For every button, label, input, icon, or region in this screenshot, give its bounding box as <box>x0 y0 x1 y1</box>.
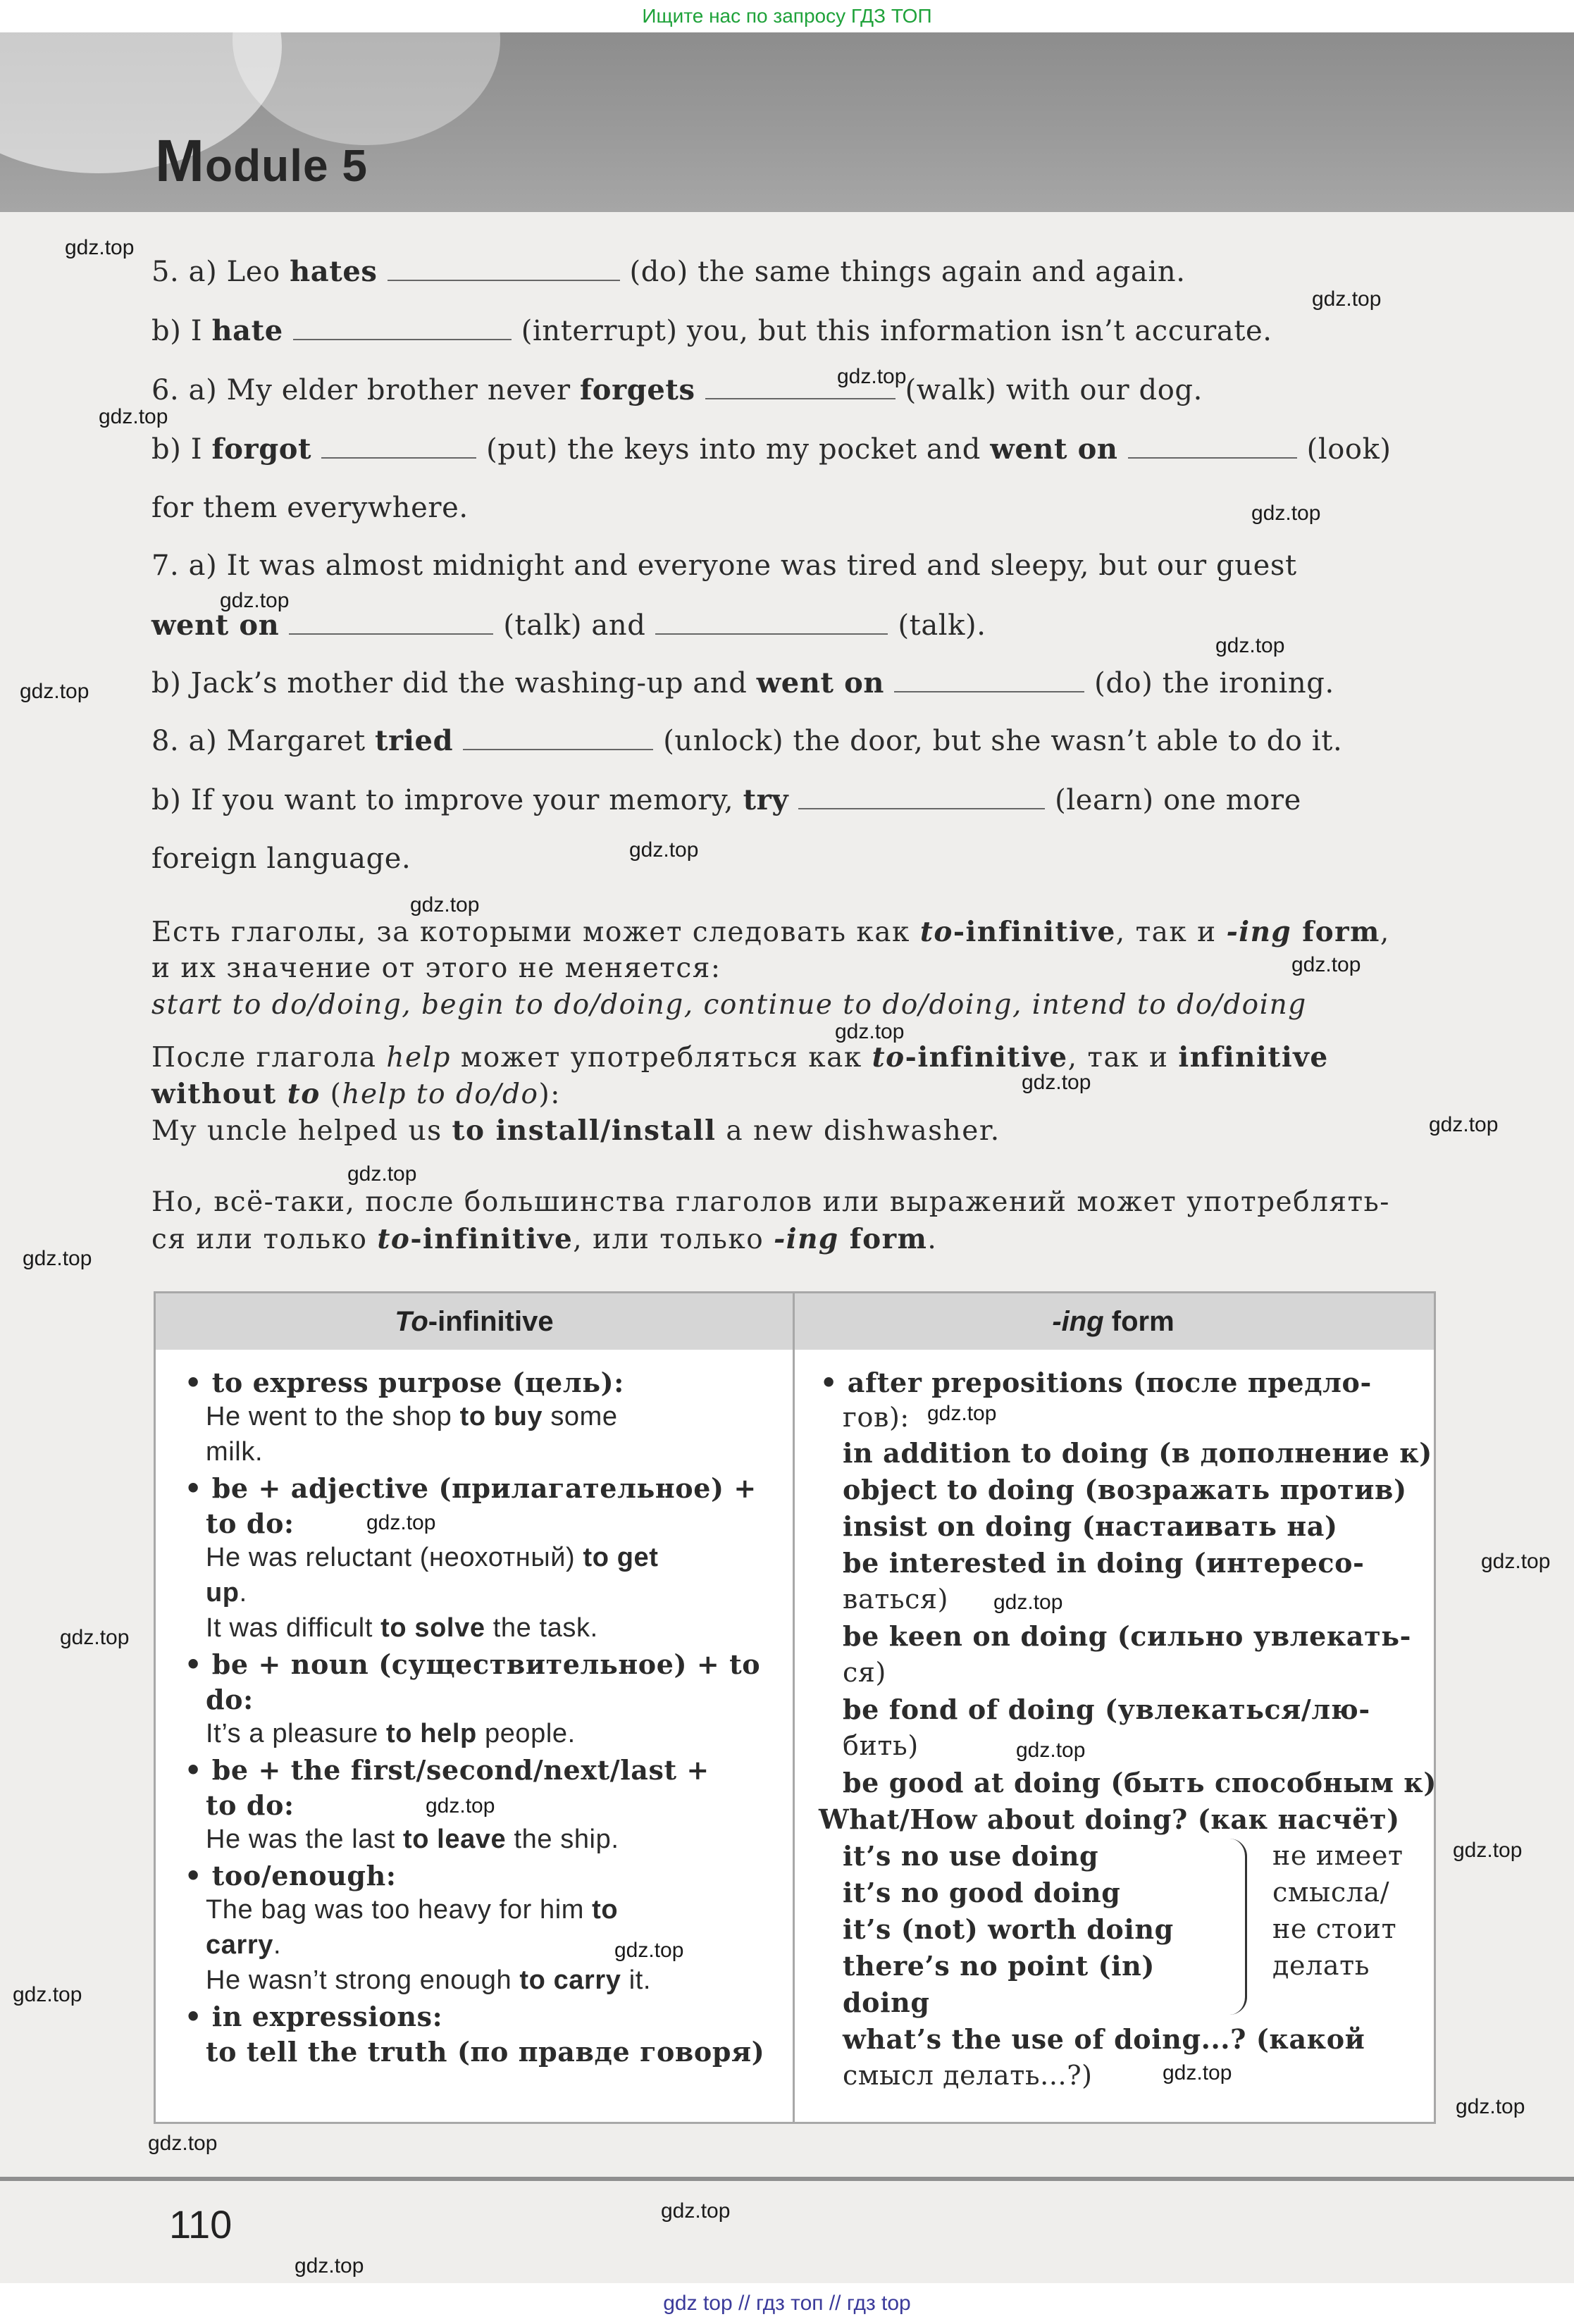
table-row: • be + the first/second/next/last + <box>185 1754 709 1786</box>
rule-line: Но, всё-таки, после большинства глаголов или выражений может употреблять- <box>151 1186 1390 1218</box>
table-row: What/How about doing? (как насчёт) <box>819 1803 1400 1835</box>
table-row: гов): <box>843 1402 910 1433</box>
table-header-to-infinitive: To-infinitive <box>156 1293 793 1350</box>
table-row: it’s no good doing <box>843 1877 1121 1908</box>
watermark: gdz.top <box>1291 953 1361 976</box>
table-row: insist on doing (настаивать на) <box>843 1510 1338 1542</box>
table-row: to do: <box>206 1789 295 1821</box>
watermark: gdz.top <box>347 1162 417 1186</box>
watermark: gdz.top <box>65 236 135 259</box>
watermark: gdz.top <box>837 365 907 388</box>
table-row: It was difficult to solve the task. <box>206 1613 598 1643</box>
rule-line: without to (help to do/do): <box>151 1078 561 1110</box>
table-row: to do: <box>206 1508 295 1539</box>
rule-line: Есть глаголы, за которыми может следовать как to-infinitive, так и -ing form, <box>151 916 1390 948</box>
exercise-line: 5. a) Leo hates (do) the same things again and again. <box>151 255 1186 288</box>
table-row: • after prepositions (после предло- <box>820 1367 1372 1398</box>
answer-blank[interactable] <box>289 625 493 635</box>
watermark: gdz.top <box>1312 287 1382 311</box>
rule-example: My uncle helped us to install/install a new dishwasher. <box>151 1114 1000 1147</box>
table-divider <box>793 1293 795 2122</box>
exercise-line: b) I forgot (put) the keys into my pocket and went on (look) <box>151 433 1392 466</box>
table-row: there’s no point (in) <box>843 1950 1155 1982</box>
rule-line: ся или только to-infinitive, или только -ing form. <box>151 1223 938 1255</box>
bottom-divider <box>0 2177 1574 2181</box>
watermark: gdz.top <box>410 893 480 916</box>
table-row: it’s (not) worth doing <box>843 1913 1174 1945</box>
table-row: up. <box>206 1578 247 1608</box>
watermark: gdz.top <box>99 405 168 428</box>
exercise-line: 7. a) It was almost midnight and everyone was tired and sleepy, but our guest <box>151 549 1297 582</box>
table-row: be fond of doing (увлекаться/лю- <box>843 1694 1370 1725</box>
table-row: • to express purpose (цель): <box>185 1367 624 1398</box>
table-row: in addition to doing (в дополнение к) <box>843 1437 1432 1469</box>
footer-text: gdz top // гдз топ // гдз top <box>663 2292 911 2315</box>
module-title: Module 5 <box>155 128 368 194</box>
grouping-brace <box>1229 1839 1247 2015</box>
table-header-ing-form: -ing form <box>793 1293 1434 1350</box>
watermark: gdz.top <box>426 1794 495 1817</box>
table-row: бить) <box>843 1730 919 1761</box>
answer-blank[interactable] <box>463 740 653 750</box>
exercise-line: b) If you want to improve your memory, try (learn) one more <box>151 783 1301 816</box>
exercise-line: for them everywhere. <box>151 492 469 524</box>
top-banner <box>0 0 1574 32</box>
table-row: be good at doing (быть способным к) <box>843 1767 1437 1798</box>
table-row: It’s a pleasure to help people. <box>206 1719 576 1748</box>
answer-blank[interactable] <box>321 449 476 459</box>
table-row: ся) <box>843 1657 886 1688</box>
table-row: be keen on doing (сильно увлекать- <box>843 1620 1412 1652</box>
watermark: gdz.top <box>1456 2095 1525 2118</box>
footer-banner <box>0 2283 1574 2324</box>
watermark: gdz.top <box>661 2199 731 2223</box>
table-row: He was reluctant (неохотный) to get <box>206 1543 659 1572</box>
watermark: gdz.top <box>1163 2061 1232 2084</box>
watermark: gdz.top <box>366 1511 436 1534</box>
table-row: to tell the truth (по правде говоря) <box>206 2036 765 2068</box>
table-row: He was the last to leave the ship. <box>206 1825 619 1854</box>
table-row: doing <box>843 1987 930 2018</box>
table-row: • in expressions: <box>185 2001 443 2032</box>
answer-blank[interactable] <box>388 271 620 281</box>
watermark: gdz.top <box>23 1247 92 1270</box>
exercise-line: b) Jack’s mother did the washing-up and went on (do) the ironing. <box>151 666 1334 700</box>
watermark: gdz.top <box>614 1939 684 1962</box>
answer-blank[interactable] <box>894 683 1084 692</box>
answer-blank[interactable] <box>798 800 1045 809</box>
table-row: The bag was too heavy for him to <box>206 1895 619 1925</box>
watermark: gdz.top <box>20 680 89 703</box>
table-row: it’s no use doing <box>843 1840 1099 1872</box>
table-row: carry. <box>206 1930 282 1960</box>
watermark: gdz.top <box>629 838 699 862</box>
exercise-line: 6. a) My elder brother never forgets (walk) with our dog. <box>151 373 1203 406</box>
rule-line: и их значение от этого не меняется: <box>151 952 721 984</box>
table-row: смысл делать...?) <box>843 2060 1093 2091</box>
answer-blank[interactable] <box>655 625 888 635</box>
exercise-line: b) I hate (interrupt) you, but this information isn’t accurate. <box>151 314 1272 347</box>
watermark: gdz.top <box>1429 1113 1499 1136</box>
table-row: what’s the use of doing...? (какой <box>843 2023 1365 2055</box>
table-row: do: <box>206 1684 254 1715</box>
watermark: gdz.top <box>295 2254 364 2278</box>
table-row: milk. <box>206 1437 264 1467</box>
top-banner-text: Ищите нас по запросу ГДЗ ТОП <box>642 5 932 27</box>
watermark: gdz.top <box>927 1402 997 1425</box>
table-row: ваться) <box>843 1584 949 1615</box>
watermark: gdz.top <box>220 589 290 612</box>
rule-line: После глагола help может употребляться как to-infinitive, так и infinitive <box>151 1041 1329 1074</box>
table-row: • too/enough: <box>185 1860 397 1891</box>
table-row: • be + noun (существительное) + to <box>185 1648 761 1680</box>
table-row: • be + adjective (прилагательное) + <box>185 1472 757 1504</box>
watermark: gdz.top <box>835 1020 905 1043</box>
watermark: gdz.top <box>1453 1839 1523 1862</box>
rule-examples: start to do/doing, begin to do/doing, continue to do/doing, intend to do/doing <box>151 989 1307 1021</box>
brace-note: делать <box>1272 1950 1370 1981</box>
brace-note: не имеет <box>1272 1840 1403 1871</box>
watermark: gdz.top <box>993 1591 1063 1614</box>
exercise-line: 8. a) Margaret tried (unlock) the door, but she wasn’t able to do it. <box>151 724 1343 757</box>
answer-blank[interactable] <box>1128 449 1297 459</box>
watermark: gdz.top <box>1481 1550 1551 1573</box>
watermark: gdz.top <box>1215 634 1285 657</box>
table-row: He wasn’t strong enough to carry it. <box>206 1965 652 1995</box>
answer-blank[interactable] <box>705 390 896 399</box>
watermark: gdz.top <box>1251 502 1321 525</box>
exercise-line: went on (talk) and (talk). <box>151 609 986 642</box>
table-row: He went to the shop to buy some <box>206 1402 618 1431</box>
exercise-line: foreign language. <box>151 843 411 875</box>
brace-note: смысла/ <box>1272 1877 1390 1908</box>
table-row: be interested in doing (интересо- <box>843 1547 1365 1579</box>
watermark: gdz.top <box>13 1983 82 2006</box>
table-row: object to doing (возражать против) <box>843 1474 1407 1505</box>
answer-blank[interactable] <box>293 330 512 340</box>
watermark: gdz.top <box>148 2132 218 2155</box>
brace-note: не стоит <box>1272 1913 1397 1944</box>
watermark: gdz.top <box>1016 1739 1086 1762</box>
watermark: gdz.top <box>1022 1071 1091 1094</box>
watermark: gdz.top <box>60 1626 130 1649</box>
page-number: 110 <box>169 2202 233 2247</box>
